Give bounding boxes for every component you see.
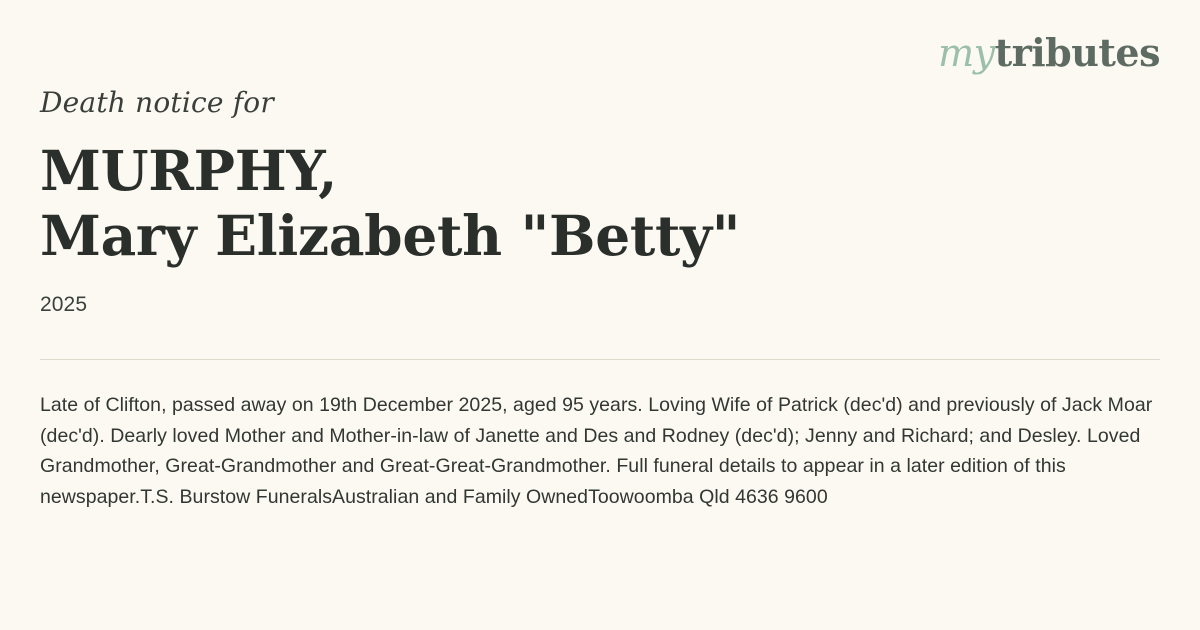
notice-eyebrow: Death notice for <box>40 86 274 119</box>
logo-my-text: my <box>938 31 995 75</box>
page-title <box>40 139 1160 269</box>
notice-year: 2025 <box>40 292 88 316</box>
site-logo[interactable] <box>938 30 1160 75</box>
notice-content <box>40 86 1160 513</box>
notice-surname: MURPHY, <box>40 138 338 203</box>
section-divider <box>40 359 1160 360</box>
notice-body-text: Late of Clifton, passed away on 19th December 2025, aged 95 years. Loving Wife of Patrick (dec'd) and previously of Jack Moar (dec'd). Dearly loved Mother and Mother-in-law of Janette and Des and Rodney (dec'd); Jenny and Richard; and Desley. Loved Grandmother, Great-Grandmother and Great-Great-Grandmother. Full funeral details to appear in a later edition of this newspaper.T.S. Burstow FuneralsAustralian and Family OwnedToowoomba Qld 4636 9600 <box>40 393 1153 509</box>
logo-tributes-text: tributes <box>994 30 1160 75</box>
notice-given-names: Mary Elizabeth "Betty" <box>40 202 741 268</box>
